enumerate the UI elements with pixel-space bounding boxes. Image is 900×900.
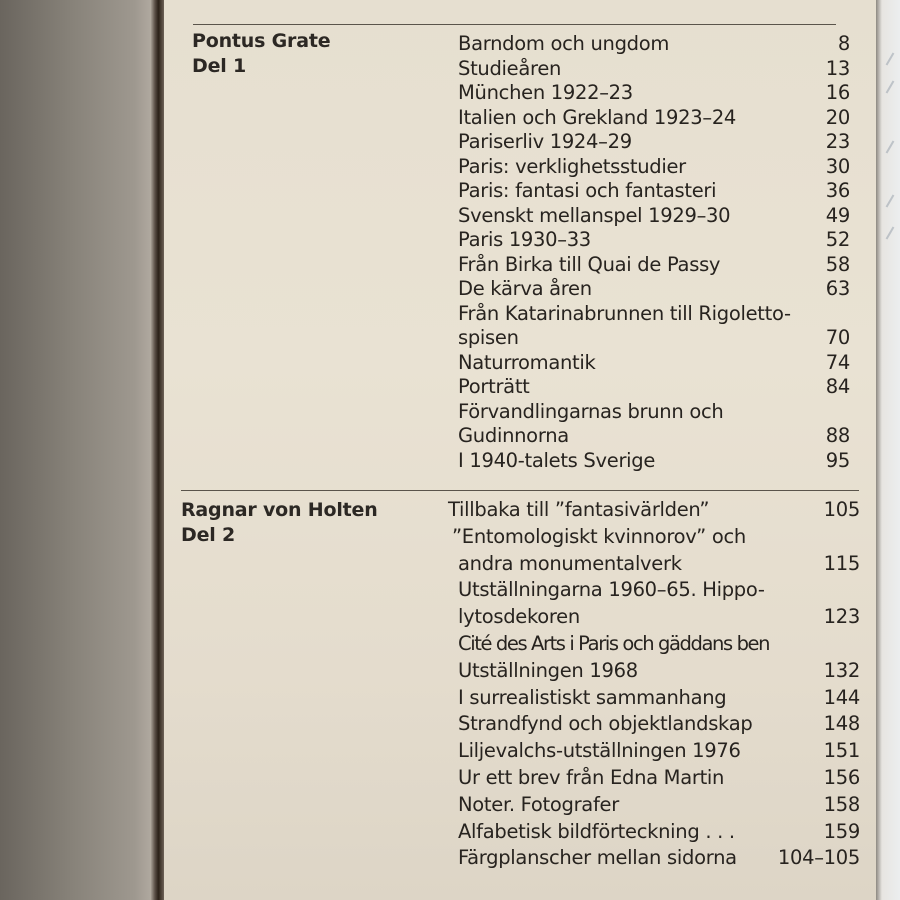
toc-entry-title: Porträtt bbox=[458, 375, 530, 398]
toc-entry-page-number: 105 bbox=[823, 498, 860, 521]
toc-entry-title: Paris 1930–33 bbox=[458, 228, 591, 251]
toc-entry-page-number: 49 bbox=[825, 203, 850, 227]
toc-entry-title: Strandfynd och objektlandskap bbox=[458, 712, 753, 736]
toc-entry-page-number: 16 bbox=[825, 81, 850, 104]
toc-entry bbox=[458, 375, 850, 400]
top-rule bbox=[193, 24, 836, 25]
toc-entry-page-number: 63 bbox=[825, 277, 850, 300]
toc-entry-title: Noter. Fotografer bbox=[458, 792, 619, 816]
toc-entry bbox=[448, 685, 860, 712]
toc-entry bbox=[458, 57, 850, 82]
toc-entry-title: Färgplanscher mellan sidorna bbox=[458, 846, 737, 870]
part2-label: Del 2 bbox=[181, 524, 236, 546]
part1-heading bbox=[192, 29, 330, 79]
toc-entry bbox=[448, 524, 860, 551]
toc-entry-title: Paris: verklighetsstudier bbox=[458, 154, 686, 178]
toc-entry-title: Tillbaka till ”fantasivärlden” bbox=[448, 498, 710, 521]
part2-contents-list bbox=[448, 497, 860, 872]
toc-entry bbox=[448, 658, 860, 685]
toc-entry bbox=[448, 711, 860, 738]
toc-entry-page-number: 104–105 bbox=[777, 846, 860, 870]
toc-entry-title: De kärva åren bbox=[458, 277, 592, 300]
toc-entry-title: München 1922–23 bbox=[458, 81, 633, 104]
toc-entry-page-number: 74 bbox=[825, 350, 850, 374]
toc-entry bbox=[458, 400, 850, 425]
toc-entry-title: Gudinnorna bbox=[458, 424, 569, 447]
toc-entry-page-number: 132 bbox=[823, 658, 860, 682]
toc-entry bbox=[458, 179, 850, 204]
part2-author: Ragnar von Holten bbox=[181, 499, 378, 521]
toc-entry bbox=[448, 765, 860, 792]
toc-entry bbox=[458, 449, 850, 474]
toc-entry-title: lytosdekoren bbox=[458, 605, 580, 629]
adjacent-paper-edge bbox=[876, 0, 900, 900]
toc-entry-page-number: 36 bbox=[825, 179, 850, 202]
toc-entry bbox=[458, 326, 850, 351]
toc-entry-title: Paris: fantasi och fantasteri bbox=[458, 179, 717, 202]
toc-entry-title: andra monumentalverk bbox=[458, 551, 682, 575]
toc-entry bbox=[448, 604, 860, 631]
toc-entry-page-number: 151 bbox=[823, 739, 860, 763]
book-spine bbox=[150, 0, 164, 900]
toc-entry bbox=[458, 81, 850, 106]
toc-entry bbox=[458, 302, 850, 327]
toc-entry bbox=[458, 204, 850, 229]
toc-entry bbox=[448, 577, 860, 604]
toc-entry-title: ”Entomologiskt kvinnorov” och bbox=[452, 524, 746, 548]
toc-entry bbox=[458, 351, 850, 376]
toc-entry-title: Från Katarinabrunnen till Rigoletto- bbox=[458, 301, 791, 325]
toc-entry-title: Från Birka till Quai de Passy bbox=[458, 252, 721, 276]
toc-entry-page-number: 8 bbox=[837, 32, 850, 55]
part2-heading bbox=[181, 498, 378, 548]
toc-entry-page-number: 88 bbox=[825, 424, 850, 447]
toc-entry-title: Pariserliv 1924–29 bbox=[458, 130, 632, 153]
toc-entry bbox=[448, 792, 860, 819]
toc-entry bbox=[458, 277, 850, 302]
part1-author: Pontus Grate bbox=[192, 30, 331, 52]
toc-entry-title: spisen bbox=[458, 326, 519, 349]
toc-entry-title: Utställningarna 1960–65. Hippo- bbox=[458, 578, 765, 602]
toc-entry bbox=[448, 551, 860, 578]
toc-entry-page-number: 148 bbox=[823, 712, 860, 736]
toc-entry bbox=[448, 845, 860, 872]
left-facing-page bbox=[0, 0, 158, 900]
toc-entry bbox=[458, 32, 850, 57]
toc-entry-title: Studieåren bbox=[458, 56, 562, 80]
toc-entry-page-number: 52 bbox=[825, 228, 850, 251]
toc-entry-page-number: 13 bbox=[825, 56, 850, 80]
toc-entry-page-number: 144 bbox=[823, 685, 860, 709]
toc-entry-page-number: 30 bbox=[825, 154, 850, 178]
toc-entry bbox=[458, 106, 850, 131]
toc-entry-page-number: 23 bbox=[825, 130, 850, 153]
toc-entry-title: Italien och Grekland 1923–24 bbox=[458, 105, 737, 129]
toc-entry-title: Förvandlingarnas brunn och bbox=[458, 399, 724, 423]
toc-entry bbox=[458, 228, 850, 253]
part1-contents-list bbox=[458, 32, 850, 473]
toc-entry-page-number: 20 bbox=[825, 105, 850, 129]
toc-entry bbox=[448, 631, 860, 658]
toc-entry bbox=[458, 424, 850, 449]
toc-entry-title: Alfabetisk bildförteckning . . . bbox=[458, 819, 735, 843]
toc-entry-page-number: 115 bbox=[823, 551, 860, 575]
part1-label: Del 1 bbox=[192, 55, 247, 77]
toc-entry bbox=[458, 253, 850, 278]
toc-entry bbox=[458, 155, 850, 180]
toc-entry-title: I surrealistiskt sammanhang bbox=[458, 685, 727, 709]
toc-entry bbox=[448, 738, 860, 765]
toc-entry-title: I 1940-talets Sverige bbox=[458, 448, 656, 472]
toc-entry-title: Svenskt mellanspel 1929–30 bbox=[458, 203, 731, 227]
toc-entry-title: Utställningen 1968 bbox=[458, 658, 638, 682]
toc-entry-title: Barndom och ungdom bbox=[458, 32, 670, 55]
toc-entry-title: Liljevalchs-utställningen 1976 bbox=[458, 739, 741, 763]
toc-entry bbox=[448, 819, 860, 846]
toc-entry bbox=[458, 130, 850, 155]
toc-entry-page-number: 84 bbox=[825, 375, 850, 398]
toc-entry-page-number: 95 bbox=[825, 448, 850, 472]
section-rule bbox=[181, 490, 859, 491]
toc-entry-page-number: 70 bbox=[825, 326, 850, 349]
toc-entry-title: Ur ett brev från Edna Martin bbox=[458, 765, 725, 789]
toc-entry-page-number: 158 bbox=[823, 792, 860, 816]
toc-entry-title: Cité des Arts i Paris och gäddans ben bbox=[458, 631, 770, 655]
toc-entry-title: Naturromantik bbox=[458, 350, 596, 374]
toc-entry-page-number: 58 bbox=[825, 252, 850, 276]
toc-entry-page-number: 123 bbox=[823, 605, 860, 629]
toc-entry bbox=[448, 497, 860, 524]
toc-entry-page-number: 156 bbox=[823, 765, 860, 789]
toc-entry-page-number: 159 bbox=[823, 819, 860, 843]
